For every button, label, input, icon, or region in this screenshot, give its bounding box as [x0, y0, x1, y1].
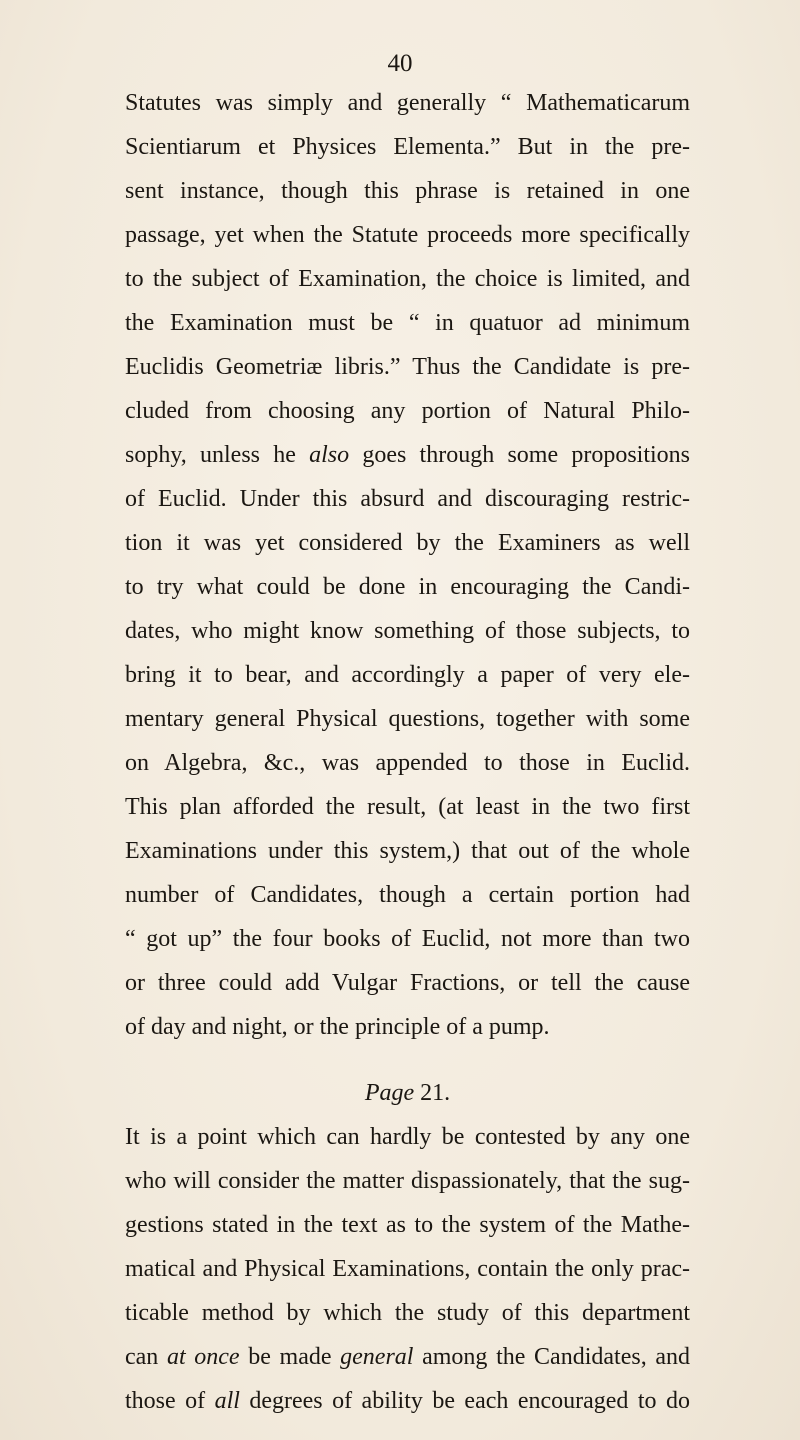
text-segment: goes through some propositions: [349, 442, 690, 468]
text-segment: sophy, unless he: [125, 442, 310, 468]
text-line: Statutes was simply and generally “ Mathematicarum: [125, 90, 690, 116]
text-line: mentary general Physical questions, together with some: [125, 706, 690, 732]
text-line: dates, who might know something of those subjects, to: [125, 618, 690, 644]
page-number: 40: [387, 50, 413, 77]
text-line: matical and Physical Examinations, contain the only prac-: [125, 1256, 690, 1282]
text-segment: those of: [125, 1388, 215, 1414]
text-line: or three could add Vulgar Fractions, or tell the cause: [125, 970, 690, 996]
text-line: ticable method by which the study of this department: [125, 1300, 690, 1326]
text-line: of day and night, or the principle of a pump.: [125, 1014, 550, 1040]
text-line: the Examination must be “ in quatuor ad minimum: [125, 310, 690, 336]
text-line: This plan afforded the result, (at least in the two first: [125, 794, 690, 820]
text-line: passage, yet when the Statute proceeds more specifically: [125, 222, 690, 248]
section-heading-number: 21.: [420, 1080, 451, 1106]
text-line: [125, 1335, 690, 1379]
italic-word: at once: [166, 1344, 240, 1370]
text-line: number of Candidates, though a certain portion had: [125, 882, 690, 908]
text-line: to try what could be done in encouraging the Candi-: [125, 574, 690, 600]
body-text: [125, 81, 690, 1423]
text-line: gestions stated in the text as to the system of the Mathe-: [125, 1212, 690, 1238]
section-heading: [125, 1071, 690, 1115]
text-line: Euclidis Geometriæ libris.” Thus the Candidate is pre-: [125, 354, 690, 380]
text-line: “ got up” the four books of Euclid, not more than two: [125, 926, 690, 952]
italic-word: all: [214, 1388, 240, 1414]
text-line: on Algebra, &c., was appended to those in Euclid.: [125, 750, 690, 776]
italic-word: general: [340, 1344, 414, 1370]
text-line: of Euclid. Under this absurd and discouraging restric-: [125, 486, 690, 512]
text-line: Examinations under this system,) that out of the whole: [125, 838, 690, 864]
paragraph-point: [125, 1115, 690, 1423]
text-line: Scientiarum et Physices Elementa.” But in the pre-: [125, 134, 690, 160]
text-segment: can: [125, 1344, 167, 1370]
text-line: [125, 433, 690, 477]
text-line: [125, 1379, 690, 1423]
text-line: bring it to bear, and accordingly a paper of very ele-: [125, 662, 690, 688]
text-segment: be made: [239, 1344, 341, 1370]
text-segment: among the Candidates, and: [413, 1344, 690, 1370]
text-line: cluded from choosing any portion of Natural Philo-: [125, 398, 690, 424]
paragraph-statutes: [125, 81, 690, 1049]
italic-word: also: [309, 442, 350, 468]
text-line: who will consider the matter dispassionately, that the sug-: [125, 1168, 690, 1194]
text-line: It is a point which can hardly be contested by any one: [125, 1124, 690, 1150]
text-line: tion it was yet considered by the Examiners as well: [125, 530, 690, 556]
text-line: to the subject of Examination, the choice is limited, and: [125, 266, 690, 292]
section-heading-word: Page: [364, 1080, 415, 1106]
text-segment: degrees of ability be each encouraged to do: [239, 1388, 691, 1414]
text-line: sent instance, though this phrase is retained in one: [125, 178, 690, 204]
